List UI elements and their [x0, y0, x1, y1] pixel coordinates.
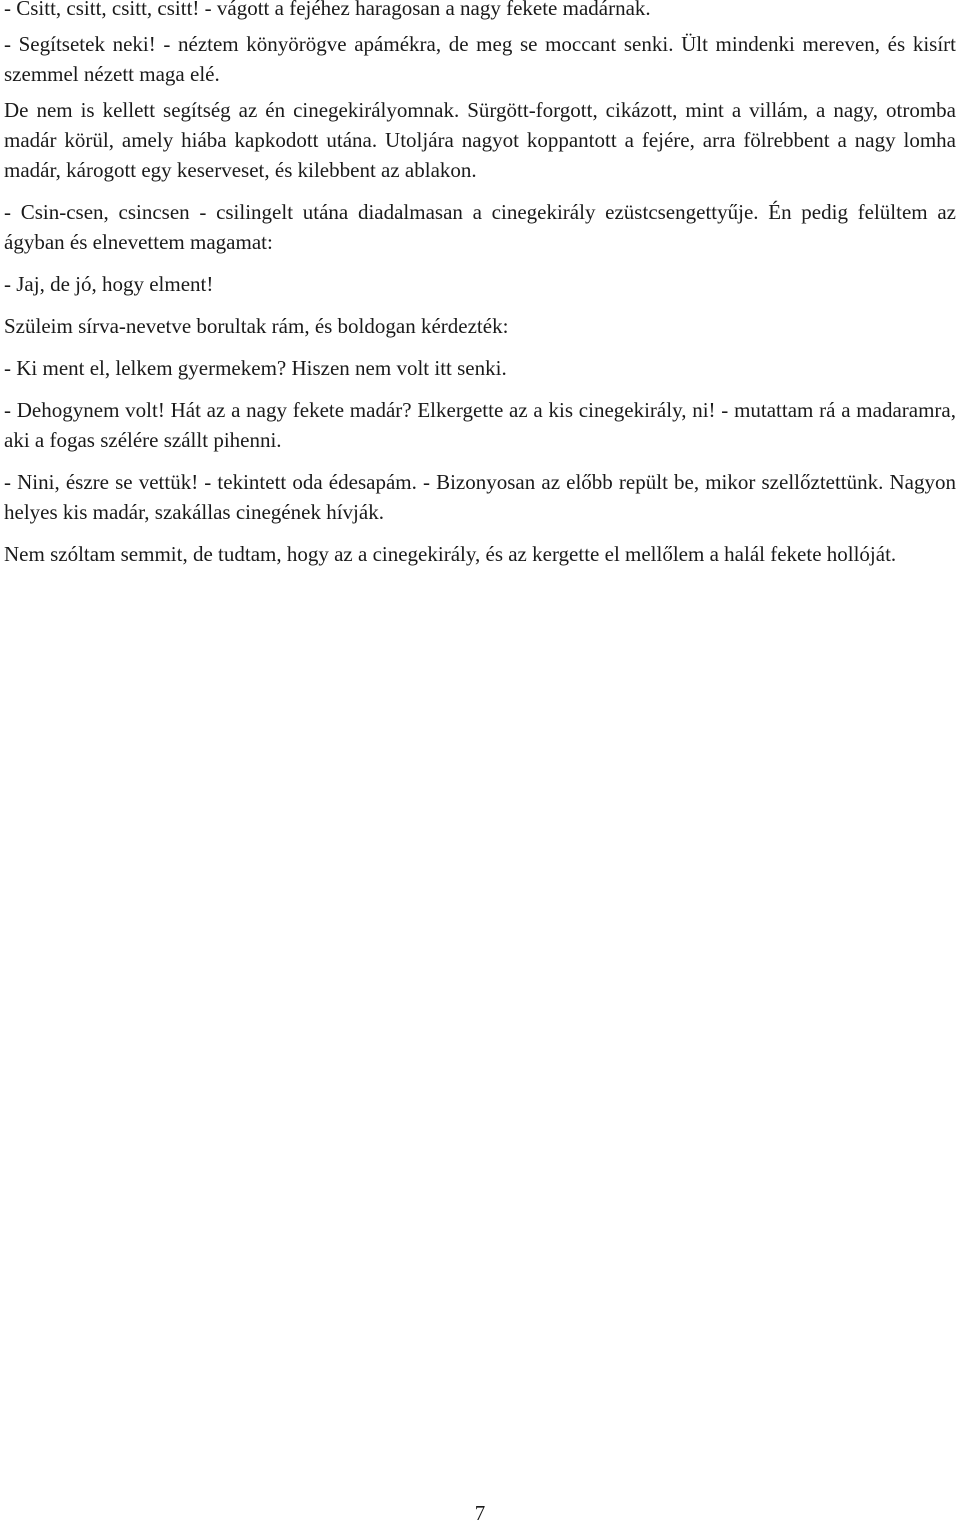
paragraph-5: - Jaj, de jó, hogy elment! — [4, 272, 214, 296]
paragraph-8: - Dehogynem volt! Hát az a nagy fekete madár? Elkergette az a kis cinegekirály, ni! - mutattam rá a madaramra, aki a fogas szélére szállt pihenni. — [4, 398, 956, 452]
paragraph-3: De nem is kellett segítség az én cinegekirályomnak. Sürgött-forgott, cikázott, mint a villám, a nagy, otromba madár körül, amely hiába kapkodott utána. Utoljára nagyot koppantott a fejére, arra fölrebbent a nagy lomha madár, károgott egy keserveset, és kilebbent az ablakon. — [4, 98, 956, 182]
page-body-text — [4, 0, 956, 581]
paragraph-4: - Csin-csen, csincsen - csilingelt utána diadalmasan a cinegekirály ezüstcsengettyűje. Én pedig felültem az ágyban és elnevettem magamat: — [4, 200, 956, 254]
paragraph-1: - Csitt, csitt, csitt, csitt! - vágott a fejéhez haragosan a nagy fekete madárnak. — [4, 0, 651, 20]
page-number: 7 — [474, 1501, 486, 1525]
paragraph-9: - Nini, észre se vettük! - tekintett oda édesapám. - Bizonyosan az előbb repült be, mikor szellőztettünk. Nagyon helyes kis madár, szakállas cinegének hívják. — [4, 470, 956, 524]
paragraph-10: Nem szóltam semmit, de tudtam, hogy az a cinegekirály, és az kergette el mellőlem a halál fekete hollóját. — [4, 542, 897, 566]
paragraph-7: - Ki ment el, lelkem gyermekem? Hiszen nem volt itt senki. — [4, 356, 507, 380]
paragraph-2: - Segítsetek neki! - néztem könyörögve apámékra, de meg se moccant senki. Ült mindenki mereven, és kisírt szemmel nézett maga elé. — [4, 32, 956, 86]
paragraph-6: Szüleim sírva-nevetve borultak rám, és boldogan kérdezték: — [4, 314, 509, 338]
